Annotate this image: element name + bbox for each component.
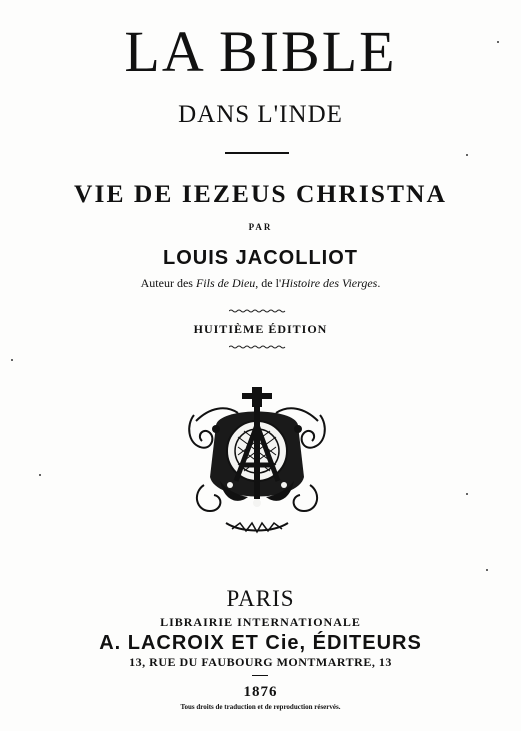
scan-speck (466, 154, 468, 156)
author-credit-work-1: Fils de Dieu (195, 276, 256, 290)
scan-speck (486, 569, 488, 571)
book-subtitle: DANS L'INDE (178, 101, 343, 128)
by-label: PAR (248, 222, 273, 232)
author-credit (0, 276, 521, 290)
author-credit-suffix: . (377, 276, 381, 290)
author-credit-prefix: Auteur des (140, 276, 196, 290)
book-title: LA BIBLE (124, 19, 397, 84)
scan-speck (39, 474, 41, 476)
year-divider (252, 675, 268, 676)
publisher-address: 13, RUE DU FAUBOURG MONTMARTRE, 13 (129, 655, 392, 669)
library-name: LIBRAIRIE INTERNATIONALE (160, 615, 361, 629)
scan-speck (497, 41, 499, 43)
title-divider (225, 152, 289, 154)
rights-notice: Tous droits de traduction et de reproduction réservés. (180, 703, 341, 711)
author-name: LOUIS JACOLLIOT (163, 247, 358, 269)
publication-city: PARIS (226, 586, 295, 611)
publisher-monogram-emblem-icon (186, 385, 328, 537)
ornamental-rule-lower (229, 345, 287, 349)
publication-year: 1876 (243, 684, 278, 700)
scan-speck (11, 359, 13, 361)
work-title: VIE DE IEZEUS CHRISTNA (74, 181, 447, 208)
scan-speck (466, 493, 468, 495)
ornamental-rule-upper (229, 309, 287, 313)
author-credit-middle: , de l' (255, 276, 282, 290)
author-credit-work-2: Histoire des Vierges (281, 276, 378, 290)
publisher-name: A. LACROIX ET Cie, ÉDITEURS (99, 632, 422, 654)
edition-label: HUITIÈME ÉDITION (193, 322, 328, 336)
